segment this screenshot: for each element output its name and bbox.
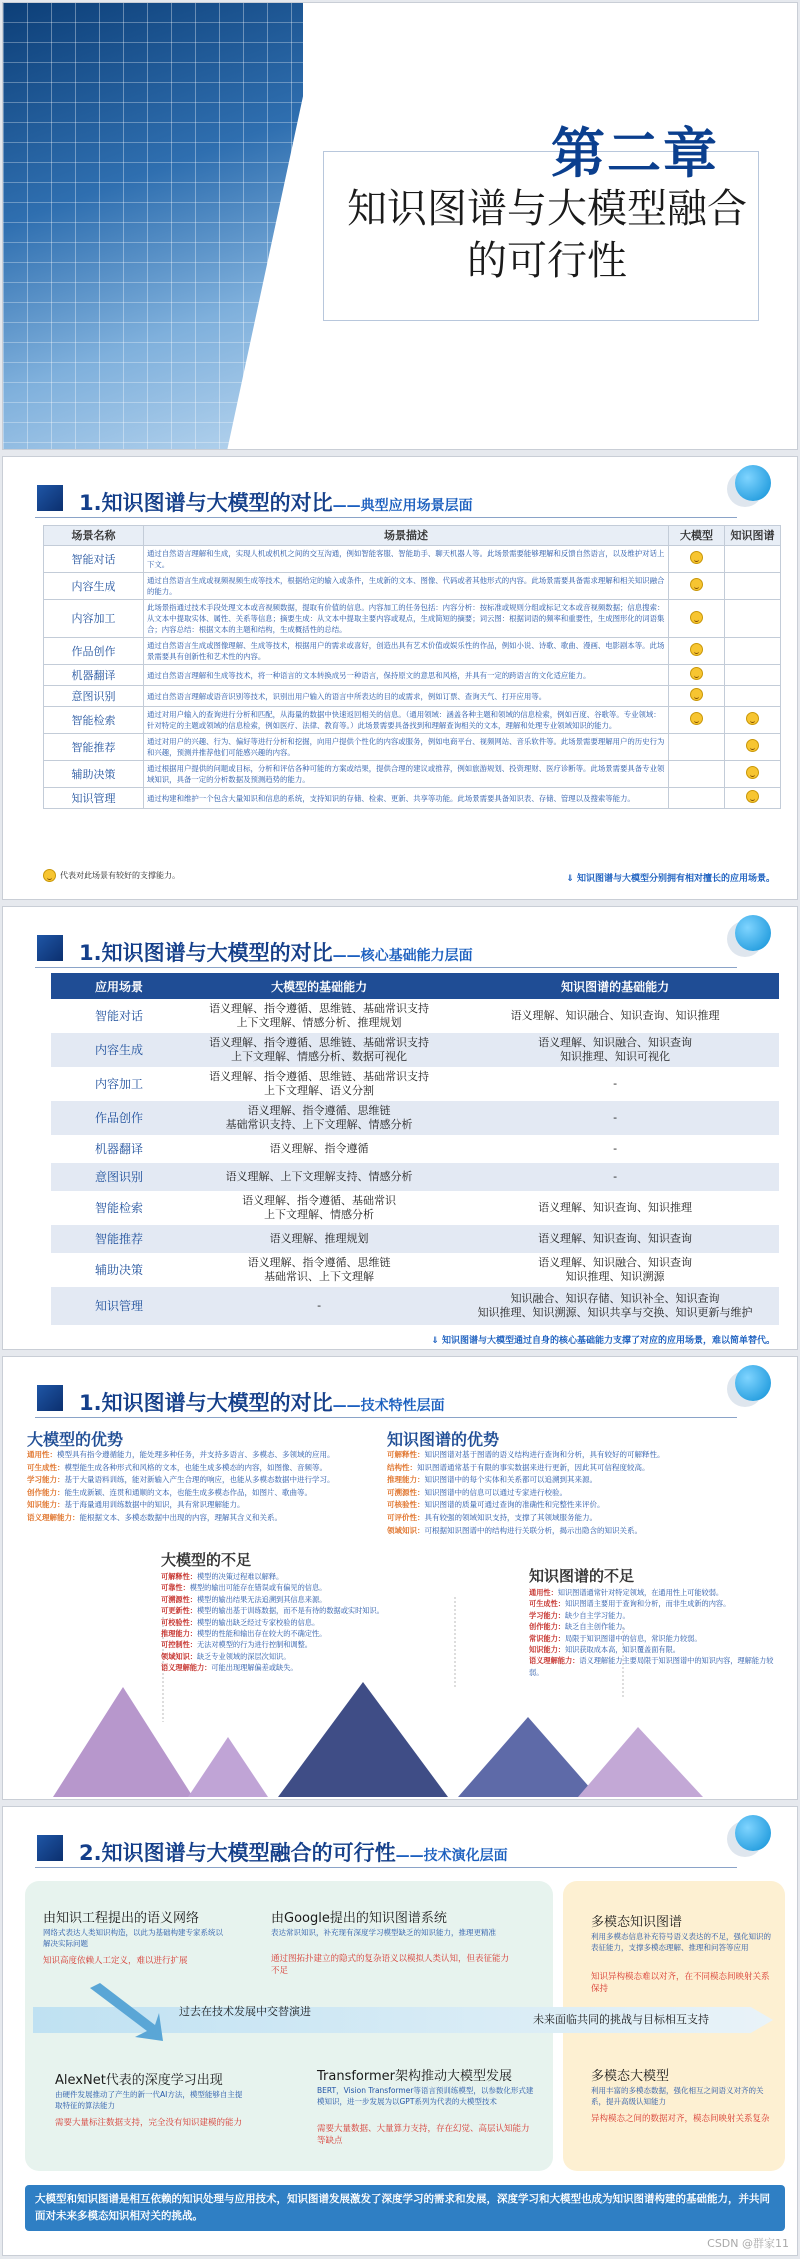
table-row: 机器翻译 通过自然语言理解和生成等技术，将一种语言的文本转换成另一种语言，保持原文的意思和风格，并具有一定的跨语言的文化适应能力。 bbox=[44, 665, 781, 686]
list-item: 通用性：模型具有指令遵循能力，能处理多种任务，并支持多语言、多模态、多领域的应用。 bbox=[27, 1450, 335, 1459]
list-item: 可溯源性：模型的输出结果无法追溯到其信息来源。 bbox=[161, 1594, 327, 1604]
card-mm-llm-title: 多模态大模型 bbox=[591, 2069, 670, 2084]
table-row: 智能对话 语义理解、指令遵循、思维链、基础常识支持 上下文理解、情感分析、推理规划 语义理解、知识融合、知识查询、知识推理 bbox=[94, 1002, 720, 1029]
list-item: 结构性：知识图谱通常基于有限的事实数据来进行更新，因此其可信程度较高。 bbox=[387, 1462, 650, 1472]
table-row: 意图识别 通过自然语言理解或语音识别等技术，识别出用户输入的语言中所表达的目的或需求，例如订票、查询天气、打开应用等。 bbox=[44, 686, 781, 707]
legend: 代表对此场景有较好的支撑能力。 bbox=[43, 869, 180, 882]
list-item: 可解释性：模型的决策过程难以解释。 bbox=[161, 1572, 284, 1581]
emoji-icon bbox=[690, 643, 703, 656]
kg-disadvantages-list bbox=[529, 1587, 784, 1678]
decor-circle bbox=[735, 1365, 771, 1401]
card-kg-system-desc: 表达常识知识，补充现有深度学习模型缺乏的知识能力，推理更精准 bbox=[271, 1928, 496, 1937]
slide-note: ⇓ 知识图谱与大模型通过自身的核心基础能力支撑了对应的应用场景，难以简单替代。 bbox=[431, 1336, 775, 1346]
chapter-title: 知识图谱与大模型融合 的可行性 bbox=[347, 186, 747, 284]
table-row: 意图识别 语义理解、上下文理解支持、情感分析 - bbox=[51, 1163, 779, 1191]
emoji-icon bbox=[746, 712, 759, 725]
list-item: 常识能力：局限于知识图谱中的信息，常识能力较弱。 bbox=[529, 1633, 702, 1643]
emoji-icon bbox=[746, 739, 759, 752]
emoji-icon bbox=[690, 611, 703, 624]
arrow-label-future: 未来面临共同的挑战与目标相互支持 bbox=[533, 2013, 709, 2026]
llm-advantages-list bbox=[27, 1449, 379, 1525]
card-mm-kg-desc: 利用多模态信息补充符号语义表达的不足，强化知识的表征能力，支撑多模态理解、推理和问答等应用 bbox=[591, 1932, 771, 1952]
card-semantic-network-title: 由知识工程提出的语义网络 bbox=[43, 1911, 200, 1926]
list-item: 语义理解能力：语义理解能力主要局限于知识图谱中的知识内容，理解能力较弱。 bbox=[529, 1656, 774, 1677]
table-row: 智能检索 语义理解、指令遵循、基础常识 上下文理解、情感分析 语义理解、知识查询、知识推理 bbox=[94, 1194, 693, 1221]
list-item: 创作能力：缺乏自主创作能力。 bbox=[529, 1622, 630, 1632]
card-kg-system-issue: 通过图拓扑建立的隐式的复杂语义以模拟人类认知，但表征能力不足 bbox=[271, 1954, 510, 1976]
slide-note: ⇓ 知识图谱与大模型分别拥有相对擅长的应用场景。 bbox=[566, 874, 775, 884]
triangle-1 bbox=[53, 1687, 193, 1797]
triangle-5 bbox=[578, 1727, 703, 1797]
card-semantic-network-issue: 知识高度依赖人工定义，难以进行扩展 bbox=[43, 1956, 188, 1966]
list-item: 可评价性：具有较强的领域知识支持，支撑了其领域服务能力。 bbox=[387, 1512, 597, 1522]
list-item: 可靠性：模型的输出可能存在错误或有偏见的信息。 bbox=[161, 1583, 327, 1593]
list-item: 领域知识：可根据知识图谱中的结构进行关联分析，揭示出隐含的知识关系。 bbox=[387, 1525, 642, 1535]
table-row: 智能推荐 语义理解、推理规划 语义理解、知识查询、知识查询 bbox=[51, 1225, 779, 1253]
list-item: 可解释性：知识图谱对基于图谱的语义结构进行查询和分析，具有较好的可解释性。 bbox=[387, 1450, 665, 1459]
capability-table: 应用场景 大模型的基础能力 知识图谱的基础能力 智能对话 语义理解、指令遵循、思维链、基础常识支持 上下文理解、情感分析、推理规划 语义理解、知识融合、知识查询、知识推理 内容生成 语义理解、指令遵循、思维链、基础常识支持 上下文理解、情感分析、数据可视化 语义理解、知识融合、知识查询 知识推理、知识可视化 内容加工 语义理解、指令遵循、思维链、基础常识支持 上下文理解、语义分割 - 作品创作 语义理解、指令遵循、思维链 基础常识支持、上下文理解、情感分析 - 机器翻译 语义理解、指令遵循 - 意图识别 语义理解、上下文理解支持、情感分析 - 智能检索 语义理解、指令遵循、基础常识 上下文理解、情感分析 语义理解、知识查询、知识推理 智能推荐 语义理解、推理规划 语义理解、知识查询、知识查询 辅助决策 语义理解、指令遵循、思维链 基础常识、上下文理解 语义理解、知识融合、知识查询 知识推理、知识溯源 知识管理 - 知识融合、知识存储、知识补全、知识查询 知识推理、知识溯源、知识共享与交换、知识更新与维护 bbox=[51, 973, 779, 1325]
watermark: CSDN @群家11 bbox=[707, 2237, 789, 2250]
table-row: 辅助决策 通过根据用户提供的问题或目标，分析和评估各种可能的方案或结果，提供合理的建议或推荐，例如旅游规划、投资理财、医疗诊断等。此场景需要具备专业领域知识，具备一定的分析数据及预测趋势的能力。 bbox=[44, 761, 781, 788]
table-row: 作品创作 语义理解、指令遵循、思维链 基础常识支持、上下文理解、情感分析 - bbox=[51, 1101, 779, 1135]
footer-banner: 大模型和知识图谱是相互依赖的知识处理与应用技术，知识图谱发展激发了深度学习的需求和发展，深度学习和大模型也成为知识图谱构建的基础能力，并共同面对未来多模态知识相对关的挑战。 bbox=[25, 2185, 785, 2231]
chapter-number: 第二章 bbox=[551, 122, 719, 185]
table-row: 内容加工 语义理解、指令遵循、思维链、基础常识支持 上下文理解、语义分割 - bbox=[94, 1070, 618, 1097]
decor-circle bbox=[735, 915, 771, 951]
card-alexnet-issue: 需要大量标注数据支持，完全没有知识建模的能力 bbox=[55, 2118, 243, 2128]
llm-disadvantages-list bbox=[161, 1571, 461, 1674]
list-item: 可校验性：模型的输出缺乏经过专家校验的信息。 bbox=[161, 1617, 320, 1627]
list-item: 创作能力：能生成新颖、连贯和通顺的文本，也能生成多模态作品，如图片、歌曲等。 bbox=[27, 1487, 312, 1497]
list-item: 可生成性：模型能生成各种形式和风格的文本，也能生成多模态的内容，如图像、音频等。 bbox=[27, 1462, 327, 1472]
card-mm-llm-issue: 异构模态之间的数据对齐，模态间映射关系复杂 bbox=[591, 2114, 770, 2124]
slide-evolution bbox=[2, 1806, 798, 2256]
table-row: 内容生成 通过自然语言生成或视频视频生成等技术，根据给定的输入或条件，生成新的文本、图像、代码或者其他形式的内容。此场景需要具备需求理解和相关知识融合的能力。 bbox=[44, 573, 781, 600]
card-transformer-desc: BERT，Vision Transformer等语言预训练模型，以参数化形式建模知识，进一步发展为以GPT系列为代表的大模型技术 bbox=[317, 2086, 534, 2106]
table-row: 智能检索 通过对用户输入的查询进行分析和匹配，从海量的数据中快速返回相关的信息。（通用领域：涵盖各种主题和领域的信息检索，例如百度、谷歌等。专业领域：针对特定的主题或领域的信息检索，例如医疗、法律、教育等。）此场景需要具备找到和理解查询相关的文本，理解和处理专业领域知识的能力。 bbox=[44, 707, 781, 734]
kg-advantages-title: 知识图谱的优势 bbox=[387, 1430, 500, 1449]
table-row: 智能推荐 通过对用户的兴趣、行为、偏好等进行分析和挖掘，向用户提供个性化的内容或服务，例如电商平台、视频网站、音乐软件等。此场景需要理解用户的历史行为和兴趣，预测并推荐他们可能感兴趣的内容。 bbox=[44, 734, 781, 761]
slide-title: 1.知识图谱与大模型的对比——典型应用场景层面 bbox=[79, 491, 473, 515]
card-mm-kg-issue: 知识异构模态难以对齐，在不同模态间映射关系保持 bbox=[591, 1972, 770, 1994]
triangle-4 bbox=[458, 1717, 598, 1797]
list-item: 领域知识：缺乏专业领域的深层次知识。 bbox=[161, 1651, 291, 1661]
arrow-label-past: 过去在技术发展中交替演进 bbox=[179, 2005, 311, 2018]
kg-advantages-list bbox=[387, 1449, 787, 1537]
list-item: 语义理解能力：能根据文本、多模态数据中出现的内容，理解其含义和关系。 bbox=[27, 1512, 282, 1522]
decor-circle bbox=[735, 465, 771, 501]
list-item: 推理能力：知识图谱中的每个实体和关系都可以追溯到其来源。 bbox=[387, 1475, 597, 1485]
emoji-icon bbox=[43, 869, 56, 882]
card-alexnet-title: AlexNet代表的深度学习出现 bbox=[55, 2073, 223, 2088]
triangle-2 bbox=[188, 1737, 268, 1797]
list-item: 通用性：知识图谱通常针对特定领域，在通用性上可能较弱。 bbox=[529, 1588, 724, 1597]
card-transformer-title: Transformer架构推动大模型发展 bbox=[317, 2069, 513, 2084]
list-item: 学习能力：基于大量语料训练，能对新输入产生合理的响应，也能从多模态数据中进行学习。 bbox=[27, 1475, 335, 1485]
table-row: 智能对话 通过自然语言理解和生成，实现人机或机机之间的交互沟通，例如智能客服、智能助手、聊天机器人等。此场景需要能够理解和反馈自然语言，以及维护对话上下文。 bbox=[44, 546, 781, 573]
table-row: 知识管理 - 知识融合、知识存储、知识补全、知识查询 知识推理、知识溯源、知识共享与交换、知识更新与维护 bbox=[51, 1287, 779, 1325]
list-item: 可核验性：知识图谱的质量可通过查询的准确性和完整性来评价。 bbox=[387, 1500, 605, 1510]
table-row: 内容生成 语义理解、指令遵循、思维链、基础常识支持 上下文理解、情感分析、数据可视化 语义理解、知识融合、知识查询 知识推理、知识可视化 bbox=[51, 1033, 779, 1067]
slide-tech-features bbox=[2, 1356, 798, 1800]
list-item: 知识能力：基于海量通用训练数据中的知识，具有常识理解能力。 bbox=[27, 1500, 245, 1510]
decor-circle bbox=[735, 1815, 771, 1851]
card-transformer-issue: 需要大量数据、大量算力支持，存在幻觉、高层认知能力等缺点 bbox=[317, 2124, 530, 2146]
card-mm-llm-desc: 利用丰富的多模态数据，强化相互之间语义对齐的关系，提升高级认知能力 bbox=[591, 2086, 764, 2106]
triangle-3 bbox=[278, 1682, 448, 1797]
slide-scenarios bbox=[2, 456, 798, 900]
table-row: 辅助决策 语义理解、指令遵循、思维链 基础常识、上下文理解 语义理解、知识融合、知识查询 知识推理、知识溯源 bbox=[94, 1256, 693, 1283]
emoji-icon bbox=[746, 790, 759, 803]
kg-disadvantages-title: 知识图谱的不足 bbox=[529, 1567, 635, 1585]
list-item: 可溯源性：知识图谱中的信息可以通过专家进行校验。 bbox=[387, 1487, 567, 1497]
card-alexnet-desc: 由硬件发展推动了产生的新一代AI方法，模型能够自主提取特征的算法能力 bbox=[55, 2090, 243, 2110]
list-item: 知识能力：知识获取成本高，知识覆盖面有限。 bbox=[529, 1645, 680, 1655]
emoji-icon bbox=[690, 551, 703, 564]
slide-title: 1.知识图谱与大模型的对比——核心基础能力层面 bbox=[79, 941, 473, 965]
slide-title: 2.知识图谱与大模型融合的可行性——技术演化层面 bbox=[79, 1841, 508, 1865]
table-row: 内容加工 此场景指通过技术手段处理文本或音视频数据，提取有价值的信息。内容加工的任务包括：内容分析：按标准或规则分组或标记文本或音视频数据；信息搜索：从文本中提取实体、属性、关系等信息；摘要生成：从文本中提取主要内容或观点，生成简短的摘要；词云图：根据词语的频率和重要性，生成图形化的词语集合；内容总结：根据文本的主题和结构，生成概括性的总结。 bbox=[44, 600, 781, 638]
card-semantic-network-desc: 网络式表达人类知识构造，以此为基础构建专家系统以解决实际问题 bbox=[43, 1928, 223, 1948]
emoji-icon bbox=[746, 766, 759, 779]
list-item: 可更新性：模型的输出基于训练数据，而不是有待的数据或实时知识。 bbox=[161, 1606, 384, 1616]
list-item: 可控制性：无法对模型的行为进行控制和调整。 bbox=[161, 1640, 312, 1650]
list-item: 学习能力：缺少自主学习能力。 bbox=[529, 1610, 630, 1620]
list-item: 语义理解能力：可能出现理解偏差或缺失。 bbox=[161, 1663, 298, 1673]
llm-advantages-title: 大模型的优势 bbox=[27, 1430, 124, 1449]
emoji-icon bbox=[690, 712, 703, 725]
table-row: 作品创作 通过自然语言生成或图像理解、生成等技术，根据用户的需求或喜好，创造出具有艺术价值或娱乐性的作品，例如小说、诗歌、歌曲、漫画、电影剧本等。此场景需要具有创新性和艺术性的内容。 bbox=[44, 638, 781, 665]
card-kg-system-title: 由Google提出的知识图谱系统 bbox=[271, 1911, 447, 1926]
list-item: 推理能力：模型的性能和输出存在较大的不确定性。 bbox=[161, 1629, 327, 1639]
slide-capabilities bbox=[2, 906, 798, 1350]
llm-disadvantages-title: 大模型的不足 bbox=[161, 1551, 252, 1569]
emoji-icon bbox=[690, 688, 703, 701]
emoji-icon bbox=[690, 667, 703, 680]
card-mm-kg-title: 多模态知识图谱 bbox=[591, 1915, 683, 1930]
table-row: 机器翻译 语义理解、指令遵循 - bbox=[94, 1142, 618, 1156]
header-square bbox=[37, 485, 63, 511]
slide-title: 1.知识图谱与大模型的对比——技术特性层面 bbox=[79, 1391, 445, 1415]
emoji-icon bbox=[690, 578, 703, 591]
table-row: 知识管理 通过构建和维护一个包含大量知识和信息的系统，支持知识的存储、检索、更新、共享等功能。此场景需要具备知识表、存储、管理以及搜索等能力。 bbox=[44, 788, 781, 809]
scenario-table: 场景名称 场景描述 大模型 知识图谱 智能对话 通过自然语言理解和生成，实现人机或机机之间的交互沟通，例如智能客服、智能助手、聊天机器人等。此场景需要能够理解和反馈自然语言，以及维护对话上下文。 内容生成 通过自然语言生成或视频视频生成等技术，根据给定的输入或条件，生成新的文本、图像、代码或者其他形式的内容。此场景需要具备需求理解和相关知识融合的能力。 内容加工 此场景指通过技术手段处理文本或音视频数据，提取有价值的信息。内容加工的任务包括：内容分析：按标准或规则分组或标记文本或音视频数据；信息搜索：从文本中提取实体、属性、关系等信息；摘要生成：从文本中提取主要内容或观点，生成简短的摘要；词云图：根据词语的频率和重要性，生成图形化的词语集合；内容总结：根据文本的主题和结构，生成概括性的总结。 作品创作 通过自然语言生成或图像理解、生成等技术，根据用户的需求或喜好，创造出具有艺术价值或娱乐性的作品，例如小说、诗歌、歌曲、漫画、电影剧本等。此场景需要具有创新性和艺术性的内容。 机器翻译 通过自然语言理解和生成等技术，将一种语言的文本转换成另一种语言，保持原文的意思和风格，并具有一定的跨语言的文化适应能力。 意图识别 通过自然语言理解或语音识别等技术，识别出用户输入的语言中所表达的目的或需求，例如订票、查询天气、打开应用等。 智能检索 通过对用户输入的查询进行分析和匹配，从海量的数据中快速返回相关的信息。（通用领域：涵盖各种主题和领域的信息检索，例如百度、谷歌等。专业领域：针对特定的主题或领域的信息检索，例如医疗、法律、教育等。）此场景需要具备找到和理解查询相关的文本，理解和处理专业领域知识的能力。 智能推荐 通过对用户的兴趣、行为、偏好等进行分析和挖掘，向用户提供个性化的内容或服务，例如电商平台、视频网站、音乐软件等。此场景需要理解用户的历史行为和兴趣，预测并推荐他们可能感兴趣的内容。 辅助决策 通过根据用户提供的问题或目标，分析和评估各种可能的方案或结果，提供合理的建议或推荐，例如旅游规划、投资理财、医疗诊断等。此场景需要具备专业领域知识，具备一定的分析数据及预测趋势的能力。 知识管理 通过构建和维护一个包含大量知识和信息的系统，支持知识的存储、检索、更新、共享等功能。此场景需要具备知识表、存储、管理以及搜索等能力。 bbox=[43, 525, 781, 809]
slide-title bbox=[2, 2, 798, 450]
list-item: 可生成性：知识图谱主要用于查询和分析，而非生成新的内容。 bbox=[529, 1599, 731, 1609]
